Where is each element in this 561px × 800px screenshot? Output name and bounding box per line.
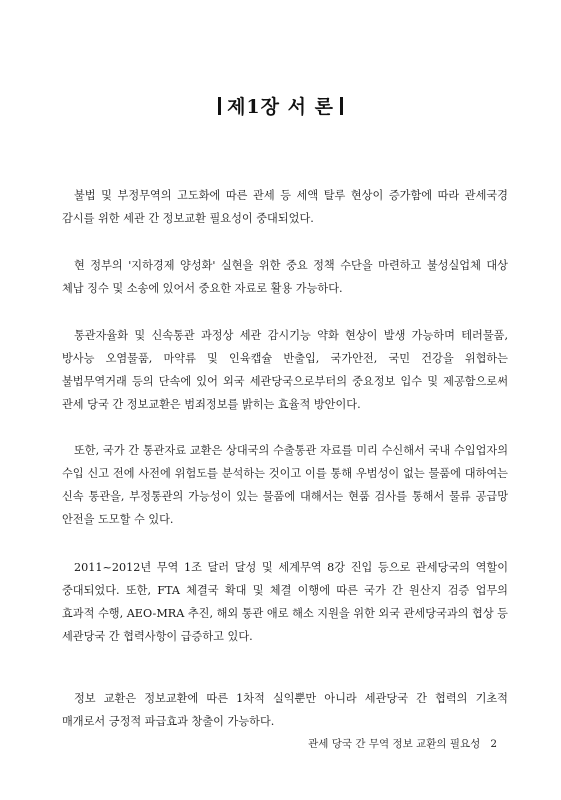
page-number: 2 — [490, 738, 497, 750]
paragraph-5: 2011~2012년 무역 1조 달러 달성 및 세계무역 8강 진입 등으로 관세당국의 역할이 중대되었다. 또한, FTA 체결국 확대 및 체결 이행에 따른 국가 간 원산지 검증 업무의 효과적 수행, AEO-MRA 추진, 해외 통관 애로 해소 지원을 위한 외국 관세당국과의 협상 등 세관당국 간 협력사항이 급증하고 있다. — [62, 561, 508, 644]
paragraph-1: 불법 및 부정무역의 고도화에 따른 관세 등 세액 탈루 현상이 증가함에 따라 관세국경 감시를 위한 세관 간 정보교환 필요성이 중대되었다. — [62, 189, 508, 226]
paragraph-2: 현 정부의 '지하경제 양성화' 실현을 위한 중요 정책 수단을 마련하고 불성실업체 대상 체납 징수 및 소송에 있어서 중요한 자료로 활용 가능하다. — [62, 259, 508, 296]
heading-left-bar — [218, 97, 221, 115]
page-footer — [308, 736, 497, 751]
paragraph-6: 정보 교환은 정보교환에 따른 1차적 실익뿐만 아니라 세관당국 간 협력의 기초적 매개로서 긍정적 파급효과 창출이 가능하다. — [62, 692, 508, 729]
chapter-heading — [0, 92, 561, 119]
running-title: 관세 당국 간 무역 정보 교환의 필요성 — [308, 738, 481, 750]
chapter-title-text: 제1장 서 론 — [227, 96, 334, 118]
heading-right-bar — [340, 97, 343, 115]
paragraph-3: 통관자율화 및 신속통관 과정상 세관 감시기능 약화 현상이 발생 가능하며 테러물품, 방사능 오염물품, 마약류 및 인육캡슐 반출입, 국가안전, 국민 건강을 위협하는 불법무역거래 등의 단속에 있어 외국 세관당국으로부터의 중요정보 입수 및 제공함으로써 관세 당국 간 정보교환은 범죄정보를 밝히는 효율적 방안이다. — [62, 329, 508, 412]
paragraph-4: 또한, 국가 간 통관자료 교환은 상대국의 수출통관 자료를 미리 수신해서 국내 수입업자의 수입 신고 전에 사전에 위험도를 분석하는 것이고 이를 통해 우범성이 없는 물품에 대하여는 신속 통관을, 부정통관의 가능성이 있는 물품에 대해서는 현품 검사를 통해서 물류 공급망 안전을 도모할 수 있다. — [62, 444, 508, 527]
